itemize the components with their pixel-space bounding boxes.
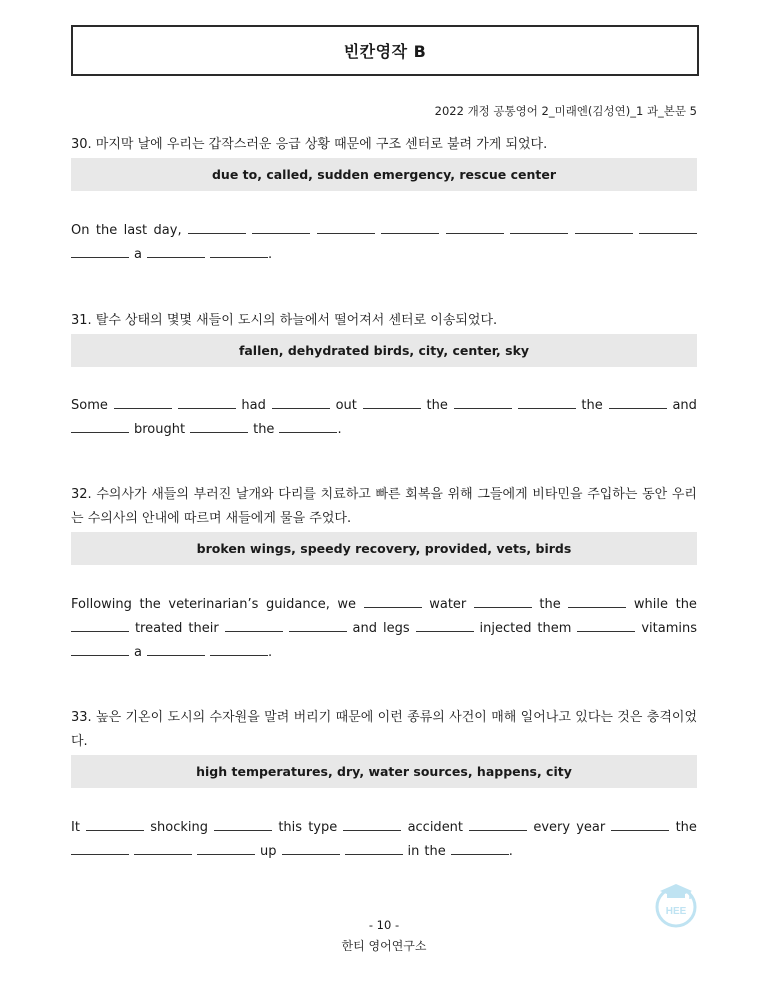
blank xyxy=(86,816,144,840)
answer-word: veterinarian’s xyxy=(168,597,259,612)
blank-line xyxy=(364,593,422,608)
blank-line xyxy=(446,219,504,234)
blank-line xyxy=(345,840,403,855)
answer-word: brought xyxy=(134,422,186,437)
answer-word: the xyxy=(675,820,697,835)
question-32-hint xyxy=(71,532,697,565)
blank-line xyxy=(611,816,669,831)
answer-word: Some xyxy=(71,398,108,413)
answer-line xyxy=(71,840,697,864)
blank xyxy=(71,641,129,665)
question-32-prompt: 32. 수의사가 새들의 부러진 날개와 다리를 치료하고 빠른 회복을 위해 그들에게 비타민을 주입하는 동안 우리는 수의사의 안내에 따르며 새들에게 물을 주었다. xyxy=(71,487,697,526)
blank xyxy=(474,593,532,617)
answer-line xyxy=(71,641,697,665)
blank-line xyxy=(214,816,272,831)
answer-word: up xyxy=(260,844,277,859)
question-30-hint xyxy=(71,158,697,191)
answer-word: day, xyxy=(153,223,182,238)
answer-word: injected xyxy=(479,621,532,636)
blank-line xyxy=(518,394,576,409)
blank xyxy=(611,816,669,840)
blank-line xyxy=(451,840,509,855)
blank xyxy=(639,219,697,243)
blank xyxy=(469,816,527,840)
blank xyxy=(71,617,129,641)
blank-line xyxy=(577,617,635,632)
blank-line xyxy=(188,219,246,234)
answer-word: their xyxy=(188,621,219,636)
blank-line xyxy=(343,816,401,831)
page-number: - 10 - xyxy=(368,918,400,932)
blank: . xyxy=(451,840,513,864)
blank-line xyxy=(363,394,421,409)
answer-word: water xyxy=(429,597,467,612)
blank-line xyxy=(416,617,474,632)
blank-line xyxy=(568,593,626,608)
blank xyxy=(71,418,129,442)
blank-line xyxy=(71,617,129,632)
answer-word: shocking xyxy=(150,820,208,835)
blank-line xyxy=(609,394,667,409)
blank-line xyxy=(474,593,532,608)
blank xyxy=(510,219,568,243)
answer-word: last xyxy=(123,223,148,238)
question-33-prompt: 33. 높은 기온이 도시의 수자원을 말려 버리기 때문에 이런 종류의 사건이 매해 일어나고 있다는 것은 충격이었다. xyxy=(71,710,697,749)
blank-line xyxy=(454,394,512,409)
page-title xyxy=(71,25,699,76)
blank-line xyxy=(86,816,144,831)
blank-line xyxy=(71,840,129,855)
blank xyxy=(609,394,667,418)
blank-line xyxy=(71,418,129,433)
page-subtitle: 2022 개정 공통영어 2_미래엔(김성연)_1 과_본문 5 xyxy=(434,104,697,118)
blank xyxy=(289,617,347,641)
answer-word: had xyxy=(241,398,266,413)
blank xyxy=(71,840,129,864)
question-31-hint-text: fallen, dehydrated birds, city, center, sky xyxy=(238,343,530,358)
answer-word: and xyxy=(672,398,697,413)
answer-word: them xyxy=(537,621,572,636)
blank xyxy=(343,816,401,840)
blank xyxy=(381,219,439,243)
hee-logo xyxy=(652,880,700,928)
blank-line xyxy=(210,641,268,656)
answer-word: guidance, xyxy=(266,597,330,612)
blank xyxy=(225,617,283,641)
page-title-text: 빈칸영작 B xyxy=(343,42,427,61)
blank xyxy=(71,243,129,267)
blank-line xyxy=(114,394,172,409)
blank-line xyxy=(289,617,347,632)
blank-line xyxy=(272,394,330,409)
blank-line xyxy=(178,394,236,409)
blank xyxy=(577,617,635,641)
blank-line xyxy=(279,418,337,433)
blank-line xyxy=(510,219,568,234)
blank-line xyxy=(282,840,340,855)
blank xyxy=(568,593,626,617)
answer-word: in xyxy=(407,844,420,859)
blank xyxy=(188,219,246,243)
question-33-hint-text: high temperatures, dry, water sources, happens, city xyxy=(196,764,572,779)
question-30-hint-text: due to, called, sudden emergency, rescue center xyxy=(211,167,557,182)
blank: . xyxy=(210,641,272,665)
blank xyxy=(114,394,172,418)
question-31-hint xyxy=(71,334,697,367)
blank xyxy=(454,394,512,418)
answer-word: this xyxy=(278,820,303,835)
question-30-answer xyxy=(71,219,697,267)
answer-word: we xyxy=(337,597,357,612)
answer-word: a xyxy=(134,645,142,660)
blank xyxy=(197,840,255,864)
answer-word: the xyxy=(581,398,603,413)
question-31-answer xyxy=(71,394,697,442)
answer-line xyxy=(71,394,697,418)
blank xyxy=(147,243,205,267)
answer-word: the xyxy=(675,597,697,612)
blank-line xyxy=(575,219,633,234)
blank-line xyxy=(147,243,205,258)
blank xyxy=(446,219,504,243)
question-32-answer xyxy=(71,593,697,665)
answer-word: year xyxy=(576,820,606,835)
blank xyxy=(134,840,192,864)
blank-line xyxy=(225,617,283,632)
question-33-hint xyxy=(71,755,697,788)
blank xyxy=(214,816,272,840)
answer-word: the xyxy=(426,398,448,413)
blank xyxy=(416,617,474,641)
answer-word: type xyxy=(308,820,338,835)
answer-word: the xyxy=(139,597,161,612)
blank xyxy=(252,219,310,243)
answer-word: It xyxy=(71,820,80,835)
blank xyxy=(363,394,421,418)
question-32-hint-text: broken wings, speedy recovery, provided, vets, birds xyxy=(196,541,572,556)
answer-word: the xyxy=(95,223,118,238)
blank xyxy=(282,840,340,864)
institute-name: 한티 영어연구소 xyxy=(341,939,427,953)
answer-word: Following xyxy=(71,597,132,612)
blank-line xyxy=(317,219,375,234)
blank-line xyxy=(210,243,268,258)
blank-line xyxy=(197,840,255,855)
blank-line xyxy=(134,840,192,855)
blank xyxy=(518,394,576,418)
answer-word: a xyxy=(134,247,142,262)
blank xyxy=(178,394,236,418)
question-33-answer xyxy=(71,816,697,864)
answer-word: out xyxy=(335,398,357,413)
answer-word: accident xyxy=(407,820,464,835)
blank-line xyxy=(469,816,527,831)
blank xyxy=(364,593,422,617)
blank-line xyxy=(381,219,439,234)
blank xyxy=(190,418,248,442)
blank: . xyxy=(279,418,341,442)
answer-word: treated xyxy=(134,621,183,636)
blank-line xyxy=(147,641,205,656)
blank-line xyxy=(252,219,310,234)
answer-line xyxy=(71,219,697,243)
answer-line xyxy=(71,243,697,267)
blank xyxy=(147,641,205,665)
blank-line xyxy=(639,219,697,234)
blank-line xyxy=(71,641,129,656)
answer-word: and xyxy=(352,621,377,636)
answer-word: On xyxy=(71,223,90,238)
blank xyxy=(317,219,375,243)
answer-line xyxy=(71,617,697,641)
blank xyxy=(272,394,330,418)
answer-line xyxy=(71,816,697,840)
blank: . xyxy=(210,243,272,267)
blank-line xyxy=(71,243,129,258)
logo-text: HEE xyxy=(665,906,687,917)
blank xyxy=(575,219,633,243)
answer-line xyxy=(71,593,697,617)
answer-word: every xyxy=(533,820,571,835)
answer-word: vitamins xyxy=(641,621,697,636)
blank xyxy=(345,840,403,864)
answer-word: the xyxy=(539,597,561,612)
question-31-prompt: 31. 탈수 상태의 몇몇 새들이 도시의 하늘에서 떨어져서 센터로 이송되었다. xyxy=(71,313,498,328)
answer-word: the xyxy=(253,422,275,437)
answer-word: legs xyxy=(382,621,410,636)
answer-word: while xyxy=(633,597,669,612)
answer-word: the xyxy=(424,844,446,859)
question-30-prompt: 30. 마지막 날에 우리는 갑작스러운 응급 상황 때문에 구조 센터로 불려 가게 되었다. xyxy=(71,137,548,152)
answer-line xyxy=(71,418,697,442)
blank-line xyxy=(190,418,248,433)
